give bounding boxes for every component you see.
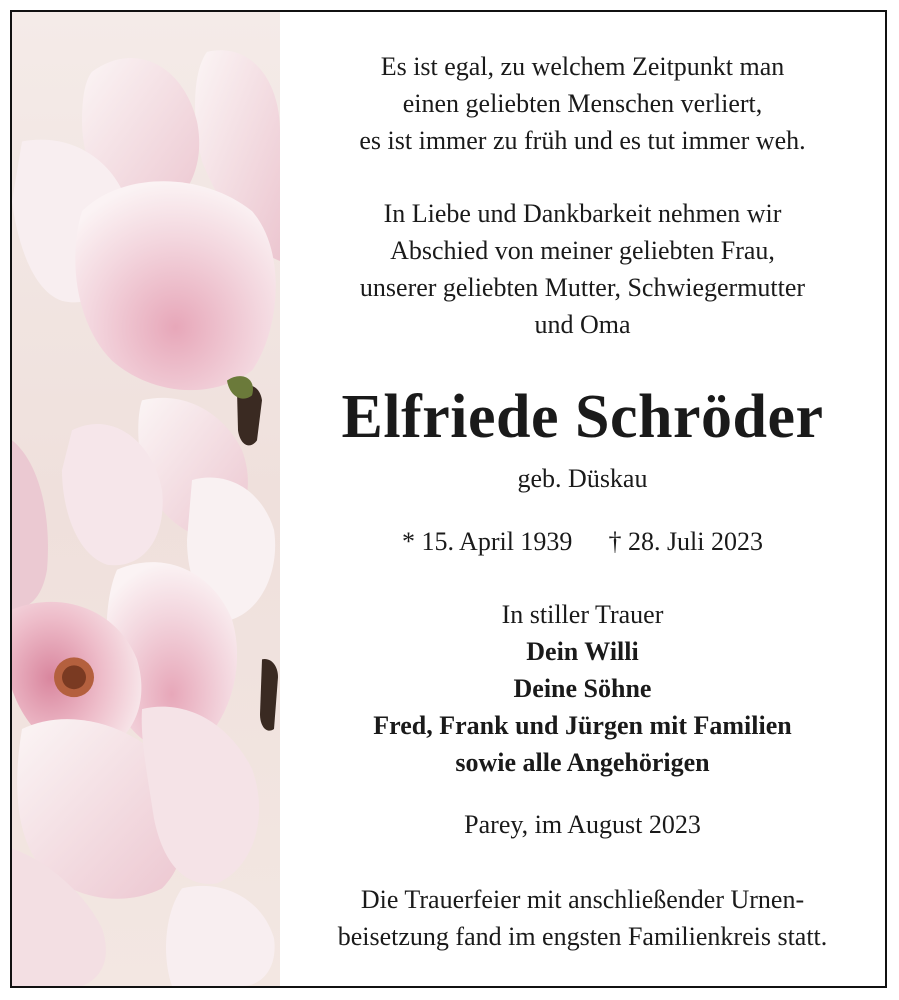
- intro-line: und Oma: [534, 310, 631, 339]
- place-date: Parey, im August 2023: [464, 810, 701, 839]
- mourner-line: Deine Söhne: [513, 674, 652, 703]
- death-date: † 28. Juli 2023: [608, 527, 764, 556]
- quote-line: es ist immer zu früh und es tut immer weh.: [359, 126, 806, 155]
- obituary-text: [280, 12, 885, 986]
- quote: [280, 48, 885, 159]
- funeral-line: Die Trauerfeier mit anschließender Urnen-: [360, 885, 805, 914]
- obituary-frame: [10, 10, 887, 988]
- birth-date: * 15. April 1939: [401, 527, 573, 556]
- mourners: [280, 596, 885, 781]
- intro-line: In Liebe und Dankbarkeit nehmen wir: [383, 199, 782, 228]
- life-dates: [280, 523, 885, 560]
- magnolia-blossom-icon: [12, 12, 280, 986]
- mourner-line: sowie alle Angehörigen: [455, 748, 710, 777]
- funeral-line: beisetzung fand im engsten Familienkreis statt.: [337, 922, 828, 951]
- mourner-line: Dein Willi: [526, 637, 639, 666]
- magnolia-image: [12, 12, 280, 986]
- intro-line: Abschied von meiner geliebten Frau,: [390, 236, 775, 265]
- intro: [280, 195, 885, 343]
- funeral-note: [280, 881, 885, 955]
- mourner-line: Fred, Frank und Jürgen mit Familien: [373, 711, 792, 740]
- mourners-heading: In stiller Trauer: [501, 600, 664, 629]
- deceased-name: Elfriede Schröder: [341, 383, 824, 451]
- intro-line: unserer geliebten Mutter, Schwiegermutter: [359, 273, 806, 302]
- birth-name: geb. Düskau: [517, 464, 648, 493]
- quote-line: einen geliebten Menschen verliert,: [402, 89, 763, 118]
- quote-line: Es ist egal, zu welchem Zeitpunkt man: [380, 52, 785, 81]
